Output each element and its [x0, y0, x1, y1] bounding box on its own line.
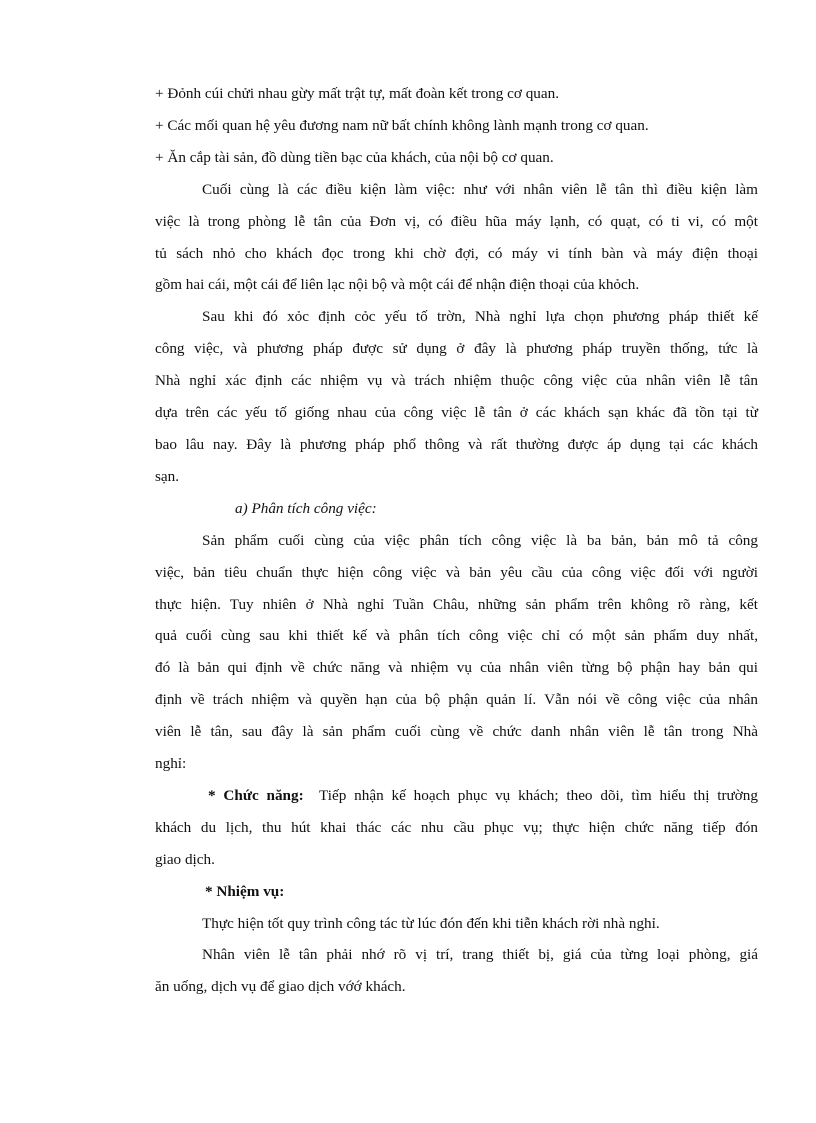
paragraph-line: Nhà nghỉ xác định các nhiệm vụ và trách nhiệm thuộc công việc của nhân viên lễ tân	[155, 372, 758, 390]
paragraph-line: việc là trong phòng lễ tân của Đơn vị, có điều hũa máy lạnh, có quạt, có ti vi, có một	[155, 212, 758, 230]
paragraph-line: thực hiện. Tuy nhiên ở Nhà nghỉ Tuần Châu, những sản phẩm trên không rõ ràng, kết	[155, 595, 758, 613]
paragraph-line: giao dịch.	[155, 850, 215, 868]
paragraph-line: bao lâu nay. Đây là phương pháp phổ thông và rất thường được áp dụng tại các khách	[155, 435, 758, 453]
paragraph-line: việc, bản tiêu chuẩn thực hiện công việc và bản yêu cầu của công việc đối với người	[155, 563, 758, 581]
paragraph-line: công việc, và phương pháp được sử dụng ở đây là phương pháp truyền thống, tức là	[155, 340, 758, 358]
paragraph-line: Sau khi đó xỏc định cỏc yếu tố trờn, Nhà nghỉ lựa chọn phương pháp thiết kế	[202, 308, 758, 326]
paragraph-line: quả cuối cùng sau khi thiết kế và phân tích công việc chỉ có một sản phẩm duy nhất,	[155, 627, 758, 645]
section-heading: a) Phân tích công việc:	[235, 499, 377, 517]
paragraph-line: Cuối cùng là các điều kiện làm việc: như với nhân viên lễ tân thì điều kiện làm	[202, 180, 758, 198]
function-line	[155, 780, 758, 812]
paragraph-line: khách du lịch, thu hút khai thác các nhu cầu phục vụ; thực hiện chức năng tiếp đón	[155, 818, 758, 836]
duty-label: * Nhiệm vụ:	[205, 882, 285, 900]
paragraph-line: Thực hiện tốt quy trình công tác từ lúc đón đến khi tiễn khách rời nhà nghỉ.	[202, 914, 660, 932]
bullet-line: + Đỏnh cúi chửi nhau gừy mất trật tự, mất đoàn kết trong cơ quan.	[155, 85, 560, 102]
function-text: Tiếp nhận kế hoạch phục vụ khách; theo dõi, tìm hiểu thị trường	[319, 786, 758, 804]
paragraph-line: tủ sách nhỏ cho khách đọc trong khi chờ đợi, có máy vi tính bàn và máy điện thoại	[155, 244, 758, 262]
paragraph-line: nghỉ:	[155, 755, 187, 773]
paragraph-line: Nhân viên lễ tân phải nhớ rõ vị trí, trang thiết bị, giá của từng loại phòng, giá	[202, 946, 758, 964]
paragraph-line: dựa trên các yếu tố giống nhau của công việc lễ tân ở các khách sạn khác đã tồn tại từ	[155, 404, 758, 422]
bullet-line: + Các mối quan hệ yêu đương nam nữ bất chính không lành mạnh trong cơ quan.	[155, 116, 649, 134]
paragraph-line: Sản phẩm cuối cùng của việc phân tích công việc là ba bản, bản mô tả công	[202, 531, 758, 549]
paragraph-line: đó là bản qui định về chức năng và nhiệm vụ của nhân viên từng bộ phận hay bản qui	[155, 659, 758, 677]
document-page	[155, 78, 758, 1003]
paragraph-line: sạn.	[155, 467, 180, 485]
paragraph-line: ăn uống, dịch vụ để giao dịch vớớ khách.	[155, 978, 406, 996]
paragraph-line: viên lễ tân, sau đây là sản phẩm cuối cùng về chức danh nhân viên lễ tân trong Nhà	[155, 723, 758, 741]
paragraph-line: định về trách nhiệm và quyền hạn của bộ phận quản lí. Vẫn nói về công việc của nhân	[155, 691, 758, 709]
function-label: * Chức năng:	[208, 786, 304, 804]
paragraph-line: gồm hai cái, một cái để liên lạc nội bộ và một cái để nhận điện thoại của khỏch.	[155, 276, 640, 294]
bullet-line: + Ăn cắp tài sản, đồ dùng tiền bạc của khách, của nội bộ cơ quan.	[155, 148, 554, 166]
